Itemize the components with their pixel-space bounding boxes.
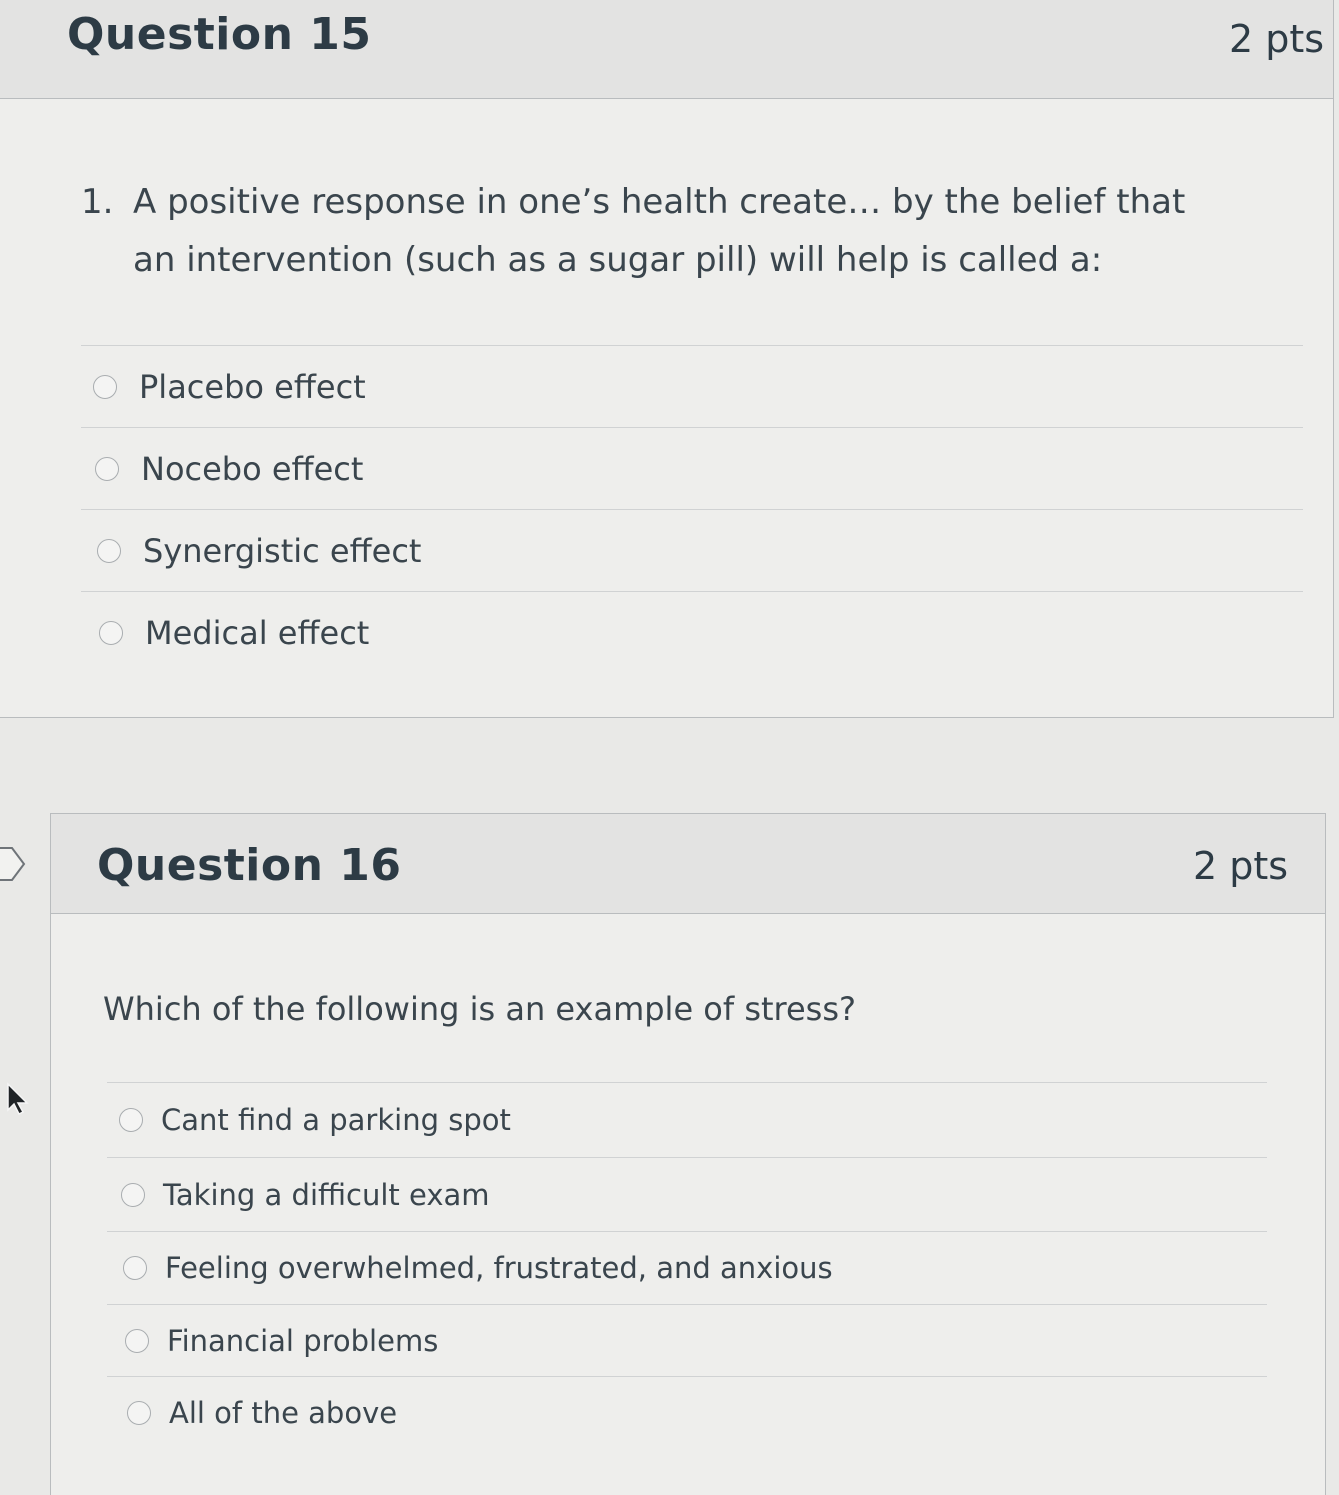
answer-option[interactable] [107, 1158, 1267, 1232]
question-title: Question 15 [67, 9, 372, 60]
answer-option[interactable] [107, 1083, 1267, 1158]
answer-option[interactable] [81, 592, 1303, 674]
bookmark-arrow-icon[interactable] [0, 846, 28, 882]
radio-button[interactable] [127, 1401, 151, 1425]
answer-option[interactable] [81, 428, 1303, 510]
answer-option[interactable] [81, 510, 1303, 592]
question-header [0, 0, 1333, 99]
answer-label[interactable]: Feeling overwhelmed, frustrated, and anxious [165, 1251, 833, 1285]
answer-label[interactable]: Nocebo effect [141, 449, 364, 488]
question-number: 1. [81, 182, 114, 222]
answer-label[interactable]: Placebo effect [139, 367, 366, 406]
radio-button[interactable] [125, 1329, 149, 1353]
question-text [103, 980, 1203, 1040]
answer-option[interactable] [81, 346, 1303, 428]
mouse-pointer-icon [6, 1082, 32, 1116]
radio-button[interactable] [97, 539, 121, 563]
radio-button[interactable] [121, 1183, 145, 1207]
answer-list [81, 345, 1303, 674]
question-prompt: Which of the following is an example of stress? [103, 990, 856, 1028]
question-text [81, 173, 1201, 303]
question-prompt: A positive response in one’s health create… by the belief that an intervention (such as a sugar pill) will help is called a: [133, 182, 1186, 280]
radio-button[interactable] [99, 621, 123, 645]
question-points: 2 pts [1229, 17, 1325, 61]
radio-button[interactable] [123, 1256, 147, 1280]
answer-label[interactable]: Cant find a parking spot [161, 1103, 511, 1137]
answer-label[interactable]: Medical effect [145, 614, 370, 652]
answer-option[interactable] [107, 1305, 1267, 1377]
radio-button[interactable] [93, 375, 117, 399]
answer-label[interactable]: All of the above [169, 1396, 398, 1430]
question-title: Question 16 [97, 840, 402, 891]
question-points: 2 pts [1193, 844, 1289, 888]
answer-list [107, 1082, 1267, 1449]
answer-label[interactable]: Synergistic effect [143, 531, 422, 570]
radio-button[interactable] [95, 457, 119, 481]
question-15-card [0, 0, 1334, 718]
question-16-card [50, 813, 1326, 1495]
question-header [51, 814, 1325, 914]
answer-label[interactable]: Taking a difficult exam [163, 1177, 490, 1212]
answer-label[interactable]: Financial problems [167, 1323, 439, 1358]
answer-option[interactable] [107, 1232, 1267, 1305]
radio-button[interactable] [119, 1108, 143, 1132]
answer-option[interactable] [107, 1377, 1267, 1449]
